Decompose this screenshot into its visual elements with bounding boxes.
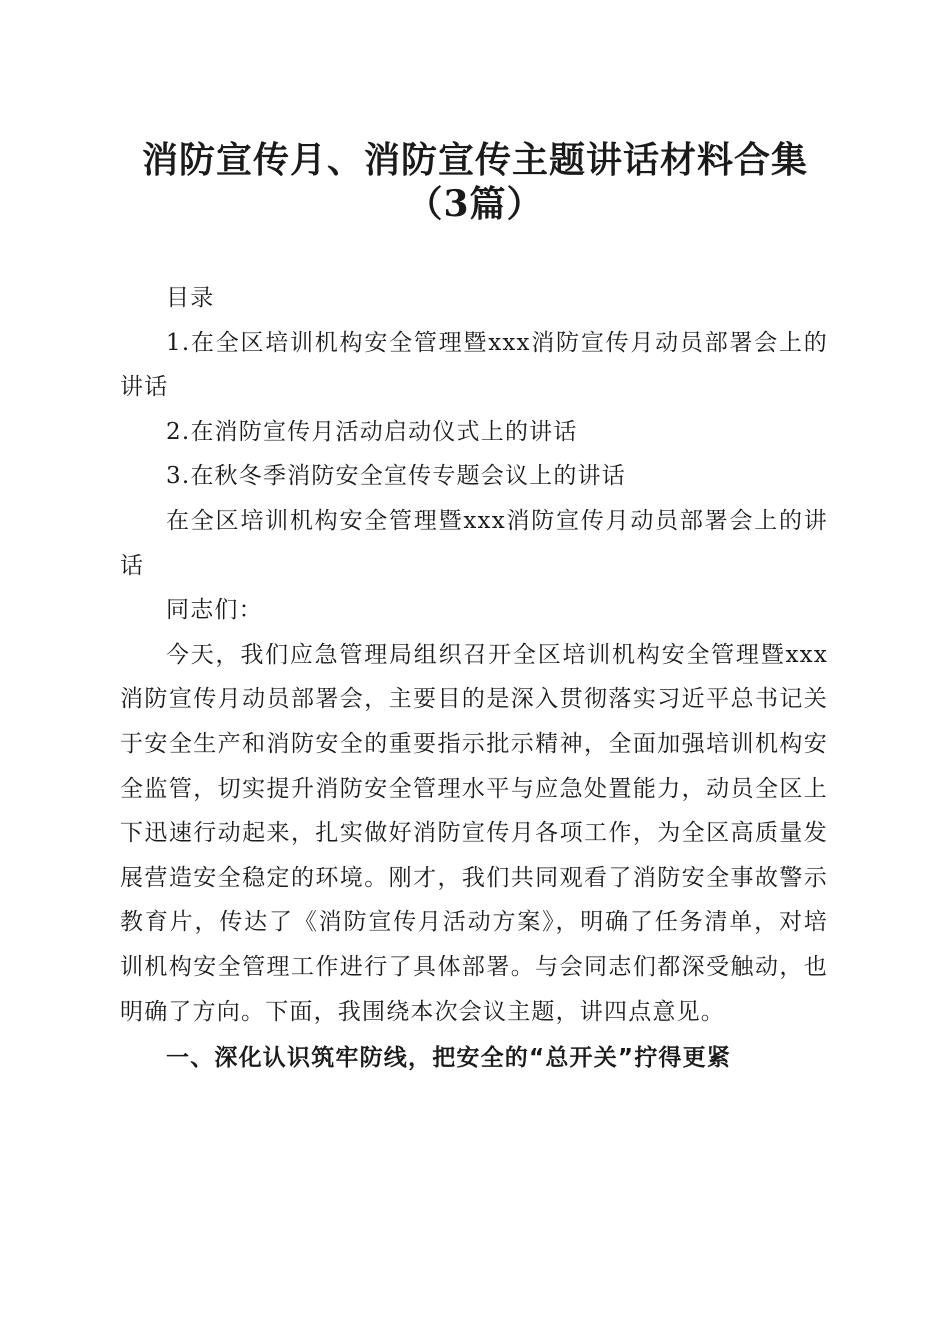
document-title: 消防宣传月、消防宣传主题讲话材料合集（3篇） <box>141 139 808 225</box>
toc-item: 1.在全区培训机构安全管理暨xxx消防宣传月动员部署会上的讲话 <box>120 329 828 401</box>
toc-heading: 目录 <box>166 285 215 311</box>
toc-item: 3.在秋冬季消防安全宣传专题会议上的讲话 <box>166 463 626 490</box>
salutation: 同志们： <box>166 597 263 624</box>
speech-title: 在全区培训机构安全管理暨xxx消防宣传月动员部署会上的讲话 <box>120 507 828 579</box>
body-paragraph: 今天，我们应急管理局组织召开全区培训机构安全管理暨xxx消防宣传月动员部署会，主要目的是深入贯彻落实习近平总书记关于安全生产和消防安全的重要指示批示精神，全面加强培训机构安全监管，切实提升消防安全管理水平与应急处置能力，动员全区上下迅速行动起来，扎实做好消防宣传月各项工作，为全区高质量发展营造安全稳定的环境。刚才，我们共同观看了消防安全事故警示教育片，传达了《消防宣传月活动方案》，明确了任务清单，对培训机构安全管理工作进行了具体部署。与会同志们都深受触动，也明确了方向。下面，我围绕本次会议主题，讲四点意见。 <box>120 641 828 1025</box>
document-body <box>120 276 828 1081</box>
toc-item: 2.在消防宣传月活动启动仪式上的讲话 <box>166 418 578 445</box>
section-heading: 一、深化认识筑牢防线，把安全的“总开关”拧得更紧 <box>166 1045 732 1072</box>
